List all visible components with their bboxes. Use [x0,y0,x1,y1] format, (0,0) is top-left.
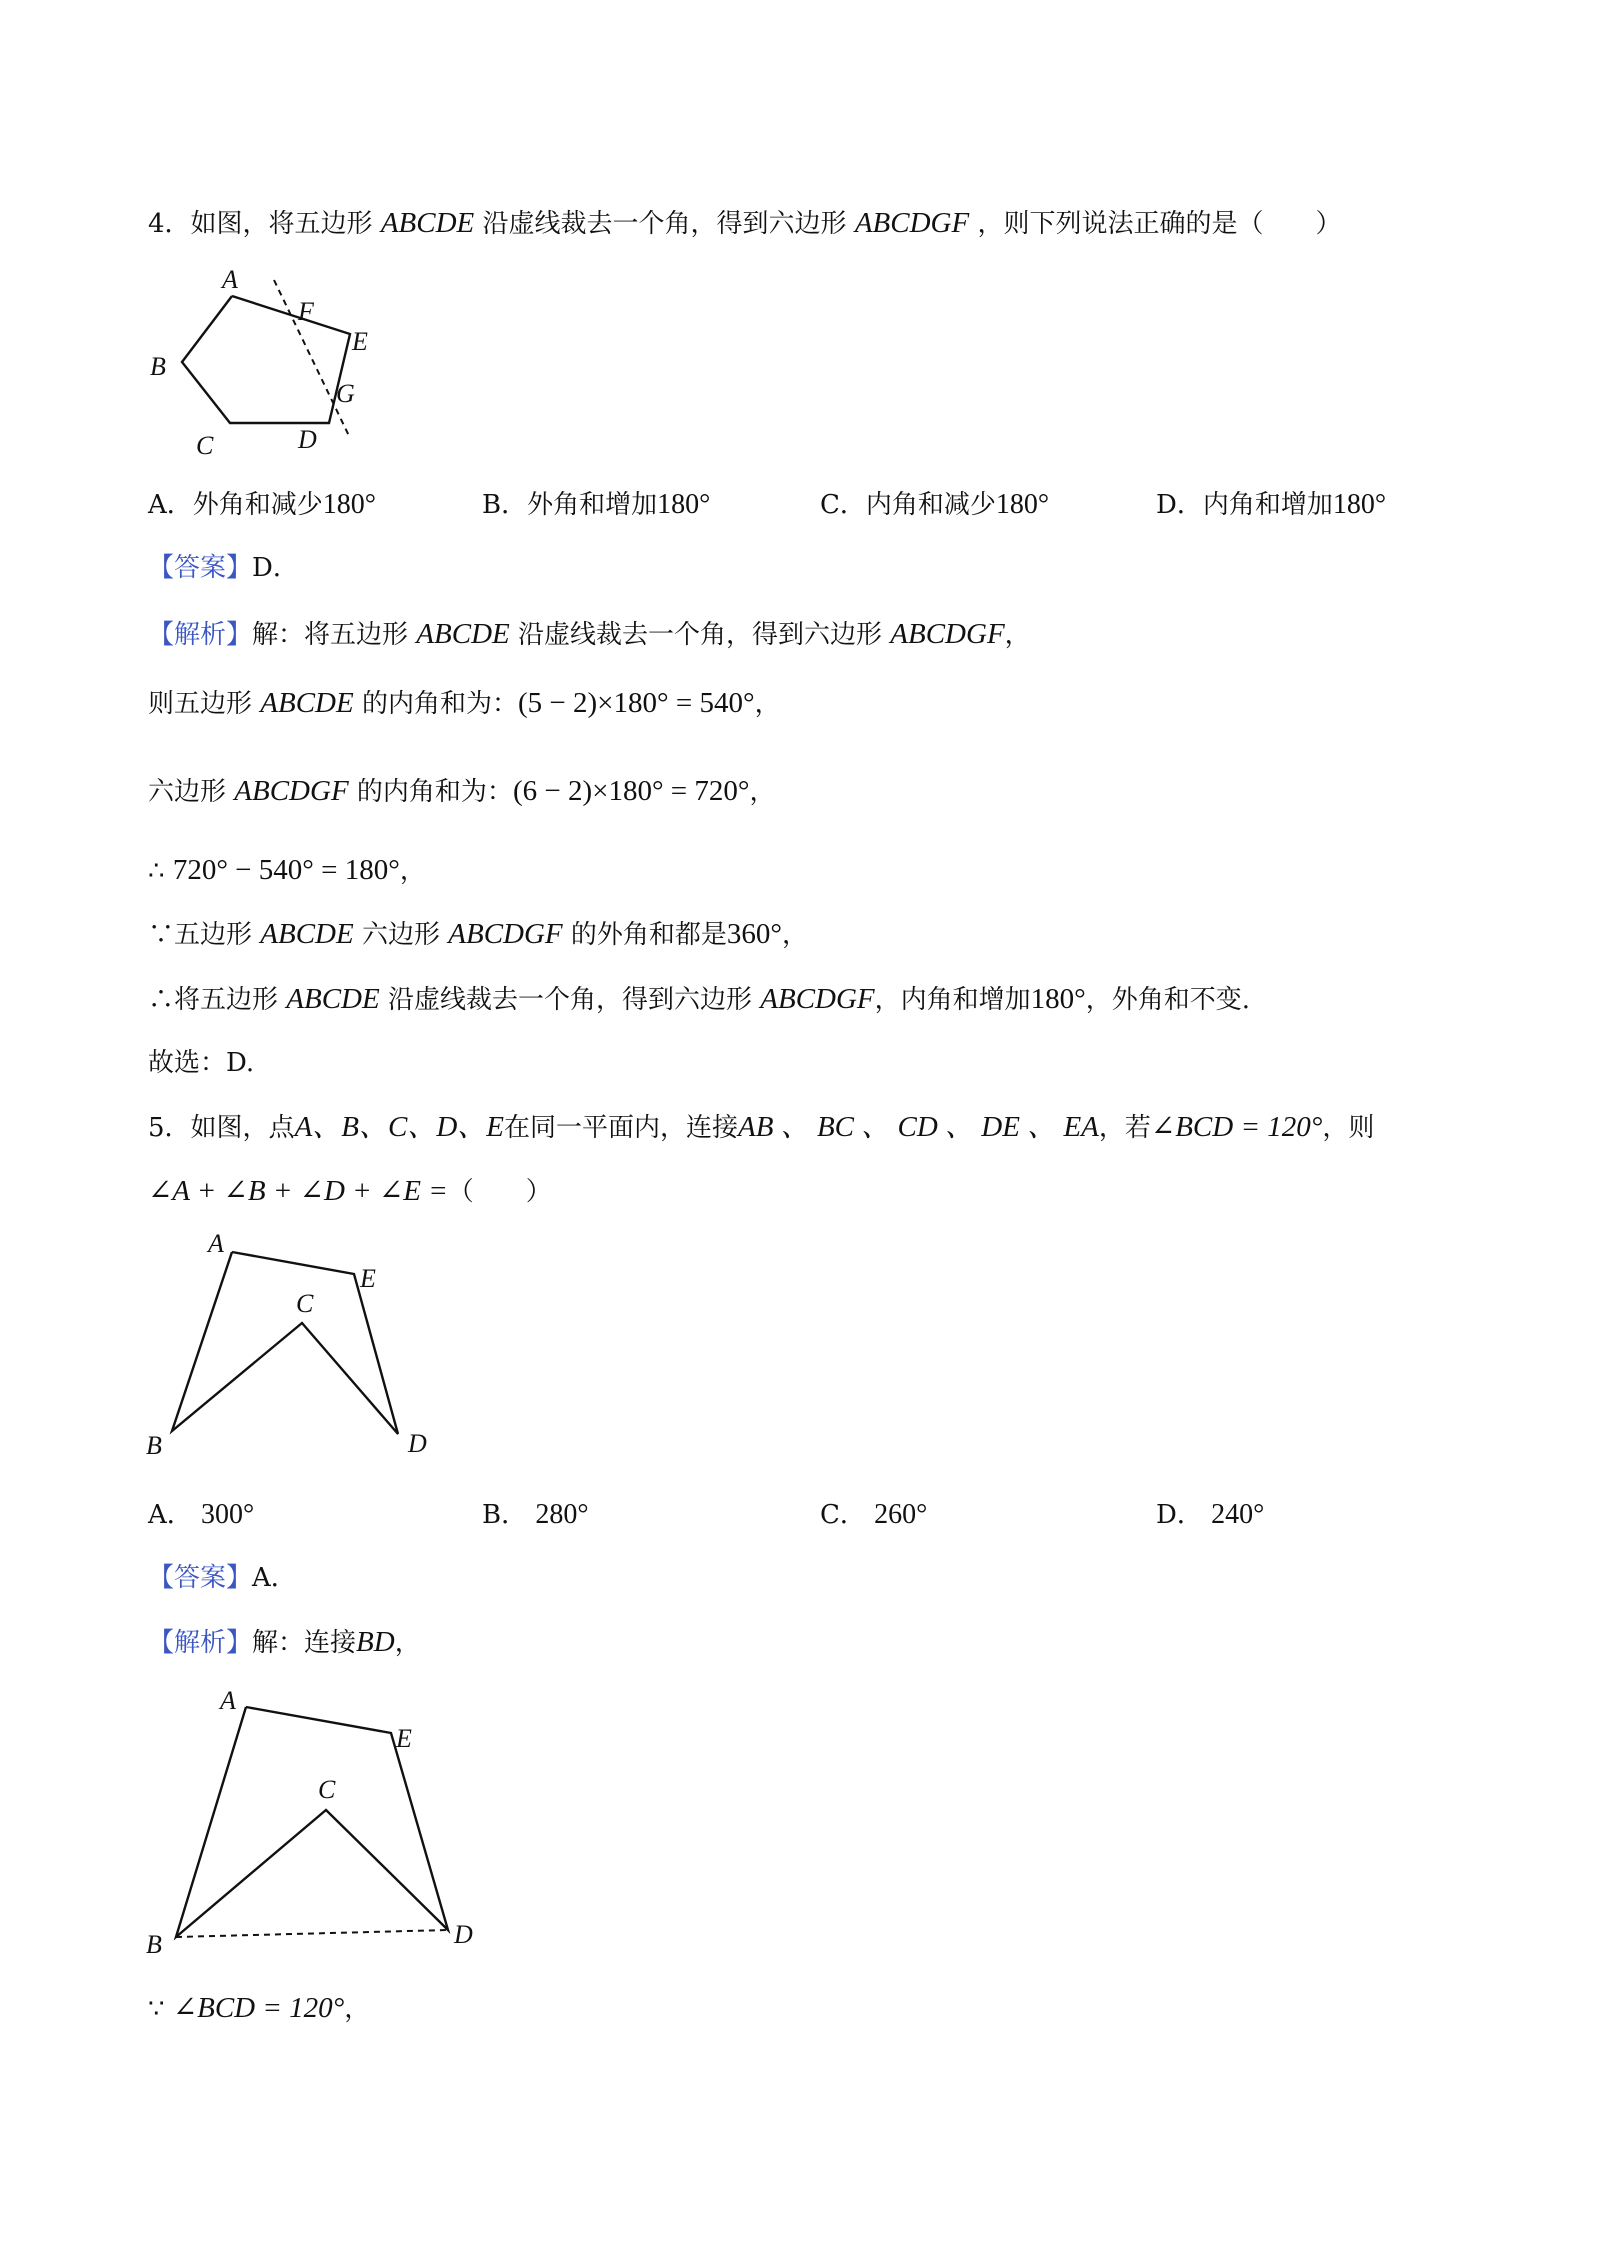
q4-option-c[interactable]: C．内角和减少180° [820,489,1050,520]
q4-option-a[interactable]: A．外角和减少180° [148,489,376,520]
formula-pentagon: (5 − 2)×180° = 540° [518,687,755,719]
label-D: D [408,1429,427,1458]
label-C: C [296,1289,314,1318]
label-C: C [318,1775,336,1804]
q5-stem-2: ∠A + ∠B + ∠D + ∠E =（ ） [148,1175,552,1207]
label-B: B [146,1930,162,1959]
label-C: C [196,431,214,460]
label-G: G [336,379,355,408]
label-D: D [298,425,317,454]
q4-figure [140,262,400,467]
label-A: A [222,265,238,294]
label-A: A [220,1686,236,1715]
q5-analysis-2: ∵ ∠BCD = 120°， [148,1992,371,2024]
q5-figure [140,1229,440,1460]
q5-stem-1: 5．如图，点A、B、C、D、E在同一平面内，连接AB 、 BC 、 CD 、 DE 、 EA，若∠BCD = 120°，则 [148,1111,1375,1143]
q4-analysis-3: 六边形 ABCDGF 的内角和为：(6 − 2)×180° = 720°， [148,775,776,807]
bd-dashed-line [176,1930,448,1937]
q4-conclusion: 故选：D. [148,1048,255,1078]
q5-option-c[interactable]: C． 260° [820,1499,928,1530]
q5-option-b[interactable]: B． 280° [482,1499,589,1530]
label-B: B [150,352,166,381]
label-B: B [146,1431,162,1460]
q5-option-a[interactable]: A． 300° [148,1499,255,1530]
formula-hexagon: (6 − 2)×180° = 720° [512,775,750,807]
q4-analysis-6: ∴将五边形 ABCDE 沿虚线裁去一个角，得到六边形 ABCDGF，内角和增加180°，外角和不变. [148,983,1251,1015]
q4-analysis-2: 则五边形 ABCDE 的内角和为：(5 − 2)×180° = 540°， [148,687,781,719]
q4-analysis-4: ∴ 720° − 540° = 180°， [148,854,426,886]
q4-stem: 4．如图，将五边形 ABCDE 沿虚线裁去一个角，得到六边形 ABCDGF ，则下列说法正确的是（ ） [148,207,1342,239]
q4-option-d[interactable]: D．内角和增加180° [1156,489,1387,520]
label-E: E [352,327,368,356]
q4-analysis-5: ∵五边形 ABCDE 六边形 ABCDGF 的外角和都是360°， [148,918,809,950]
q5-option-d[interactable]: D． 240° [1156,1499,1265,1530]
q4-analysis-1: 【解析】解：将五边形 ABCDE 沿虚线裁去一个角，得到六边形 ABCDGF， [148,618,1031,650]
hexagon-name: ABCDGF [854,207,970,239]
q5-analysis-1: 【解析】解：连接BD， [148,1626,421,1658]
label-E: E [396,1724,412,1753]
label-D: D [454,1920,473,1949]
label-A: A [208,1229,224,1258]
label-F: F [298,297,314,326]
q5-solution-figure [140,1685,490,1959]
pentagon-name: ABCDE [380,207,475,239]
q5-answer: 【答案】A． [148,1563,297,1593]
q4-option-b[interactable]: B．外角和增加180° [482,489,711,520]
q4-answer: 【答案】D． [148,553,299,583]
pentagon-edges [182,296,350,423]
label-E: E [360,1264,376,1293]
